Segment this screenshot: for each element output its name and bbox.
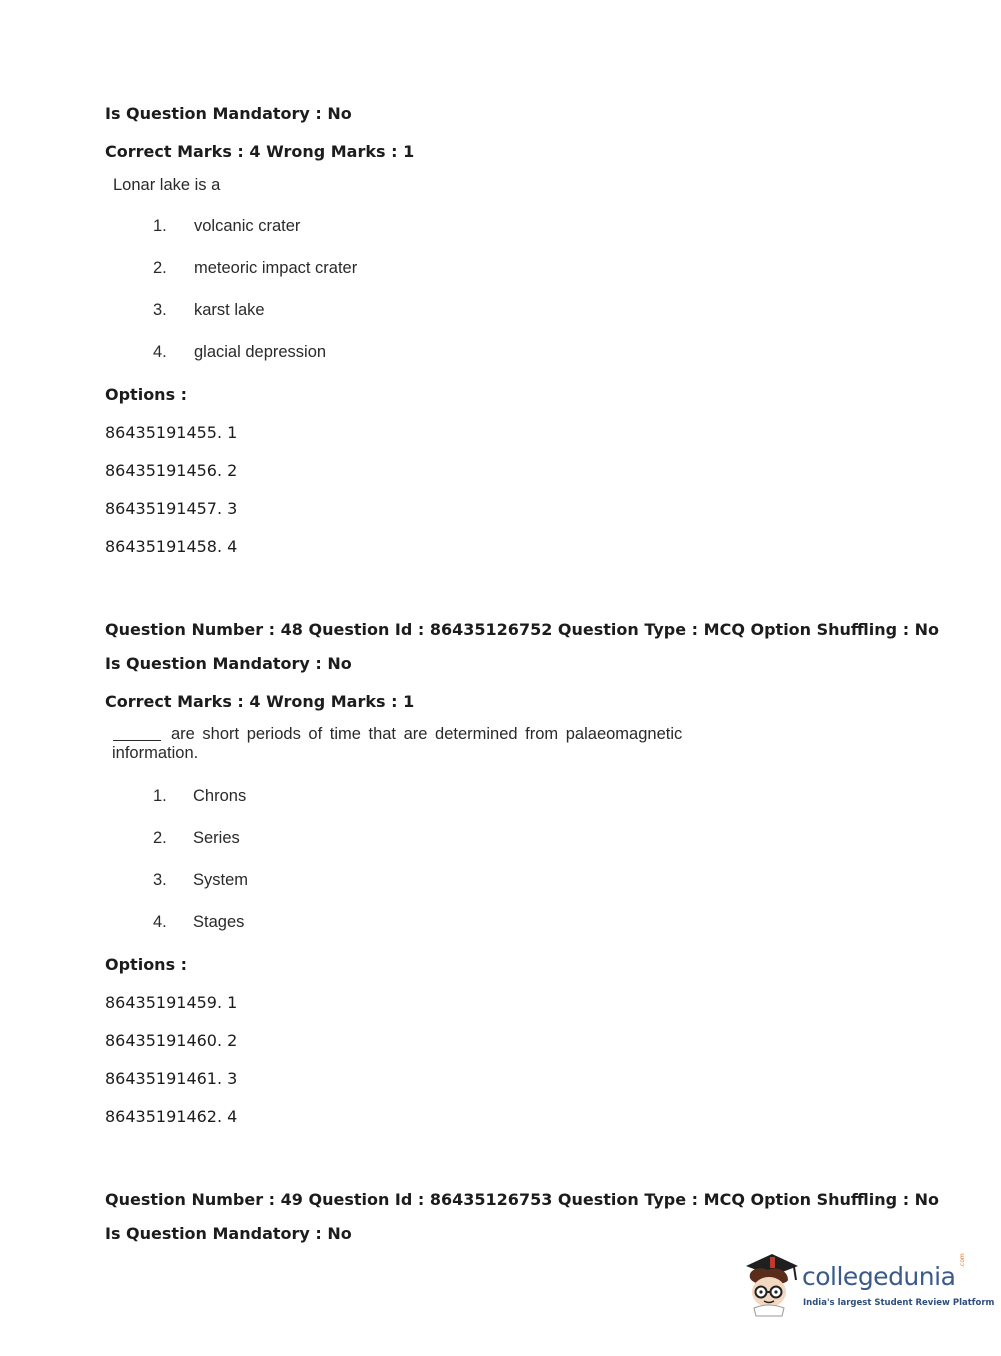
q47-option-id: 86435191455. 1 (105, 423, 238, 442)
q48-choice-text: System (193, 871, 249, 889)
q47-option-id: 86435191456. 2 (105, 461, 238, 480)
q47-options-label: Options : (105, 385, 188, 404)
collegedunia-logo (740, 1248, 995, 1320)
q48-marks: Correct Marks : 4 Wrong Marks : 1 (105, 692, 415, 711)
q47-option-id: 86435191458. 4 (105, 537, 238, 556)
q48-choice-number: 3. (153, 871, 167, 889)
q48-choice-text: Stages (193, 913, 245, 931)
q48-option-id: 86435191459. 1 (105, 993, 238, 1012)
q48-choice-number: 1. (153, 787, 167, 805)
q48-question-text: are short periods of time that are determined from palaeomagnetic (171, 725, 683, 743)
answer-blank (113, 740, 161, 741)
q47-mandatory: Is Question Mandatory : No (105, 104, 352, 123)
q48-choice-text: Series (193, 829, 240, 847)
q48-question-line2: information. (112, 744, 199, 762)
q49-header: Question Number : 49 Question Id : 86435126753 Question Type : MCQ Option Shuffling : No (105, 1190, 940, 1209)
logo-tagline: India's largest Student Review Platform (803, 1298, 995, 1308)
q48-header: Question Number : 48 Question Id : 86435126752 Question Type : MCQ Option Shuffling : No (105, 620, 940, 639)
q47-choice-text: meteoric impact crater (194, 259, 358, 277)
q47-choice-number: 3. (153, 301, 167, 319)
q47-choice-text: glacial depression (194, 343, 327, 361)
q48-option-id: 86435191461. 3 (105, 1069, 238, 1088)
q48-choice-number: 4. (153, 913, 167, 931)
logo-wordmark: collegedunia (802, 1262, 956, 1291)
q48-option-id: 86435191462. 4 (105, 1107, 238, 1126)
q49-mandatory: Is Question Mandatory : No (105, 1224, 352, 1243)
q48-question-line1 (113, 725, 682, 744)
q47-choice-number: 2. (153, 259, 167, 277)
q47-choice-text: karst lake (194, 301, 265, 319)
q47-choice-number: 4. (153, 343, 167, 361)
logo-domain-suffix: .com (959, 1253, 966, 1268)
q47-question-text: Lonar lake is a (113, 176, 221, 194)
q48-choice-number: 2. (153, 829, 167, 847)
q48-option-id: 86435191460. 2 (105, 1031, 238, 1050)
mascot-icon (740, 1248, 802, 1318)
q47-choice-number: 1. (153, 217, 167, 235)
q48-options-label: Options : (105, 955, 188, 974)
q47-choice-text: volcanic crater (194, 217, 301, 235)
q48-choice-text: Chrons (193, 787, 247, 805)
q47-option-id: 86435191457. 3 (105, 499, 238, 518)
q48-mandatory: Is Question Mandatory : No (105, 654, 352, 673)
q47-marks: Correct Marks : 4 Wrong Marks : 1 (105, 142, 415, 161)
